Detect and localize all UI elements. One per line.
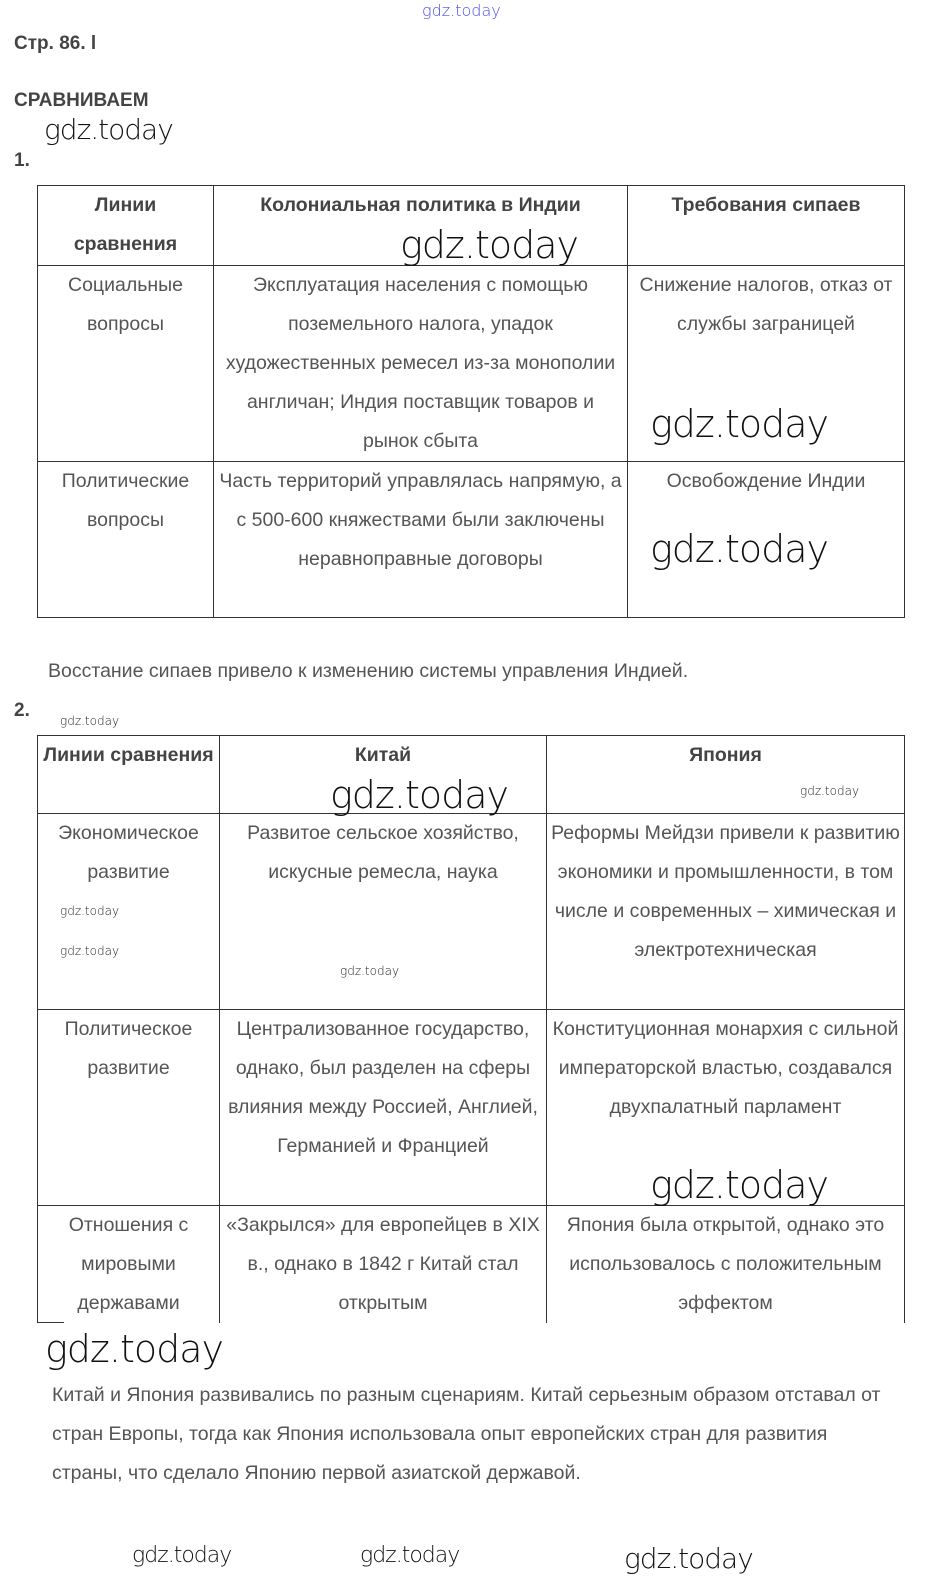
task-1-number: 1. bbox=[14, 150, 30, 171]
header-cell: Япония bbox=[547, 736, 905, 814]
table-cell: Отношения с мировыми державами bbox=[38, 1206, 220, 1324]
watermark: gdz.today bbox=[45, 1327, 223, 1371]
table-cell: Социальные вопросы bbox=[38, 266, 214, 462]
task-1-conclusion: Восстание сипаев привело к изменению системы управления Индией. bbox=[48, 660, 689, 682]
table-cell: Политическое развитие bbox=[38, 1010, 220, 1206]
task-2-number: 2. bbox=[14, 700, 30, 721]
watermark: gdz.today bbox=[132, 1543, 232, 1568]
watermark: gdz.today bbox=[800, 784, 860, 798]
watermark: gdz.today bbox=[60, 904, 120, 918]
table-cell: Реформы Мейдзи привели к развитию экономики и промышленности, в том числе и современных – химическая и электротехническая bbox=[547, 814, 905, 1010]
watermark: gdz.today bbox=[44, 113, 173, 146]
table-cell: «Закрылся» для европейцев в XIX в., однако в 1842 г Китай стал открытым bbox=[220, 1206, 547, 1324]
header-cell: Колониальная политика в Индии bbox=[214, 186, 628, 266]
table-cell: Конституционная монархия с сильной императорской властью, создавался двухпалатный парламент bbox=[547, 1010, 905, 1206]
table-row bbox=[38, 1206, 905, 1324]
header-cell: Китай bbox=[220, 736, 547, 814]
watermark: gdz.today bbox=[624, 1542, 753, 1575]
table-china-japan bbox=[37, 735, 905, 1323]
table-cell: Экономическое развитие bbox=[38, 814, 220, 1010]
table-cell: Эксплуатация населения с помощью поземельного налога, упадок художественных ремесел из-за монополии англичан; Индия поставщик товаров и рынок сбыта bbox=[214, 266, 628, 462]
watermark: gdz.today bbox=[650, 527, 828, 571]
watermark: gdz.today bbox=[60, 944, 120, 958]
table-cell: Политические вопросы bbox=[38, 462, 214, 618]
header-cell: Линии сравнения bbox=[38, 186, 214, 266]
watermark: gdz.today bbox=[650, 1163, 828, 1207]
watermark: gdz.today bbox=[330, 773, 508, 817]
table-bottom-stub bbox=[37, 1322, 64, 1323]
watermark: gdz.today bbox=[422, 1, 501, 20]
table-cell: Освобождение Индии bbox=[628, 462, 905, 618]
watermark: gdz.today bbox=[400, 223, 578, 267]
header-cell: Линии сравнения bbox=[38, 736, 220, 814]
task-2-conclusion: Китай и Япония развивались по разным сценариям. Китай серьезным образом отставал от стран Европы, тогда как Япония использовала опыт европейских стран для развития страны, что сделало Японию первой азиатской державой. bbox=[52, 1384, 881, 1484]
page-reference: Стр. 86. l bbox=[14, 33, 97, 54]
header-cell: Требования сипаев bbox=[628, 186, 905, 266]
watermark: gdz.today bbox=[650, 402, 828, 446]
table-cell: Снижение налогов, отказ от службы заграницей bbox=[628, 266, 905, 462]
watermark: gdz.today bbox=[340, 964, 400, 978]
table-cell: Япония была открытой, однако это использовалось с положительным эффектом bbox=[547, 1206, 905, 1324]
watermark: gdz.today bbox=[360, 1543, 460, 1568]
section-title: СРАВНИВАЕМ bbox=[14, 90, 149, 111]
watermark: gdz.today bbox=[60, 714, 120, 728]
table-cell: Часть территорий управлялась напрямую, а с 500-600 княжествами были заключены неравноправные договоры bbox=[214, 462, 628, 618]
table-cell: Централизованное государство, однако, был разделен на сферы влияния между Россией, Англией, Германией и Францией bbox=[220, 1010, 547, 1206]
table-row bbox=[38, 814, 905, 1010]
table-cell: Развитое сельское хозяйство, искусные ремесла, наука bbox=[220, 814, 547, 1010]
